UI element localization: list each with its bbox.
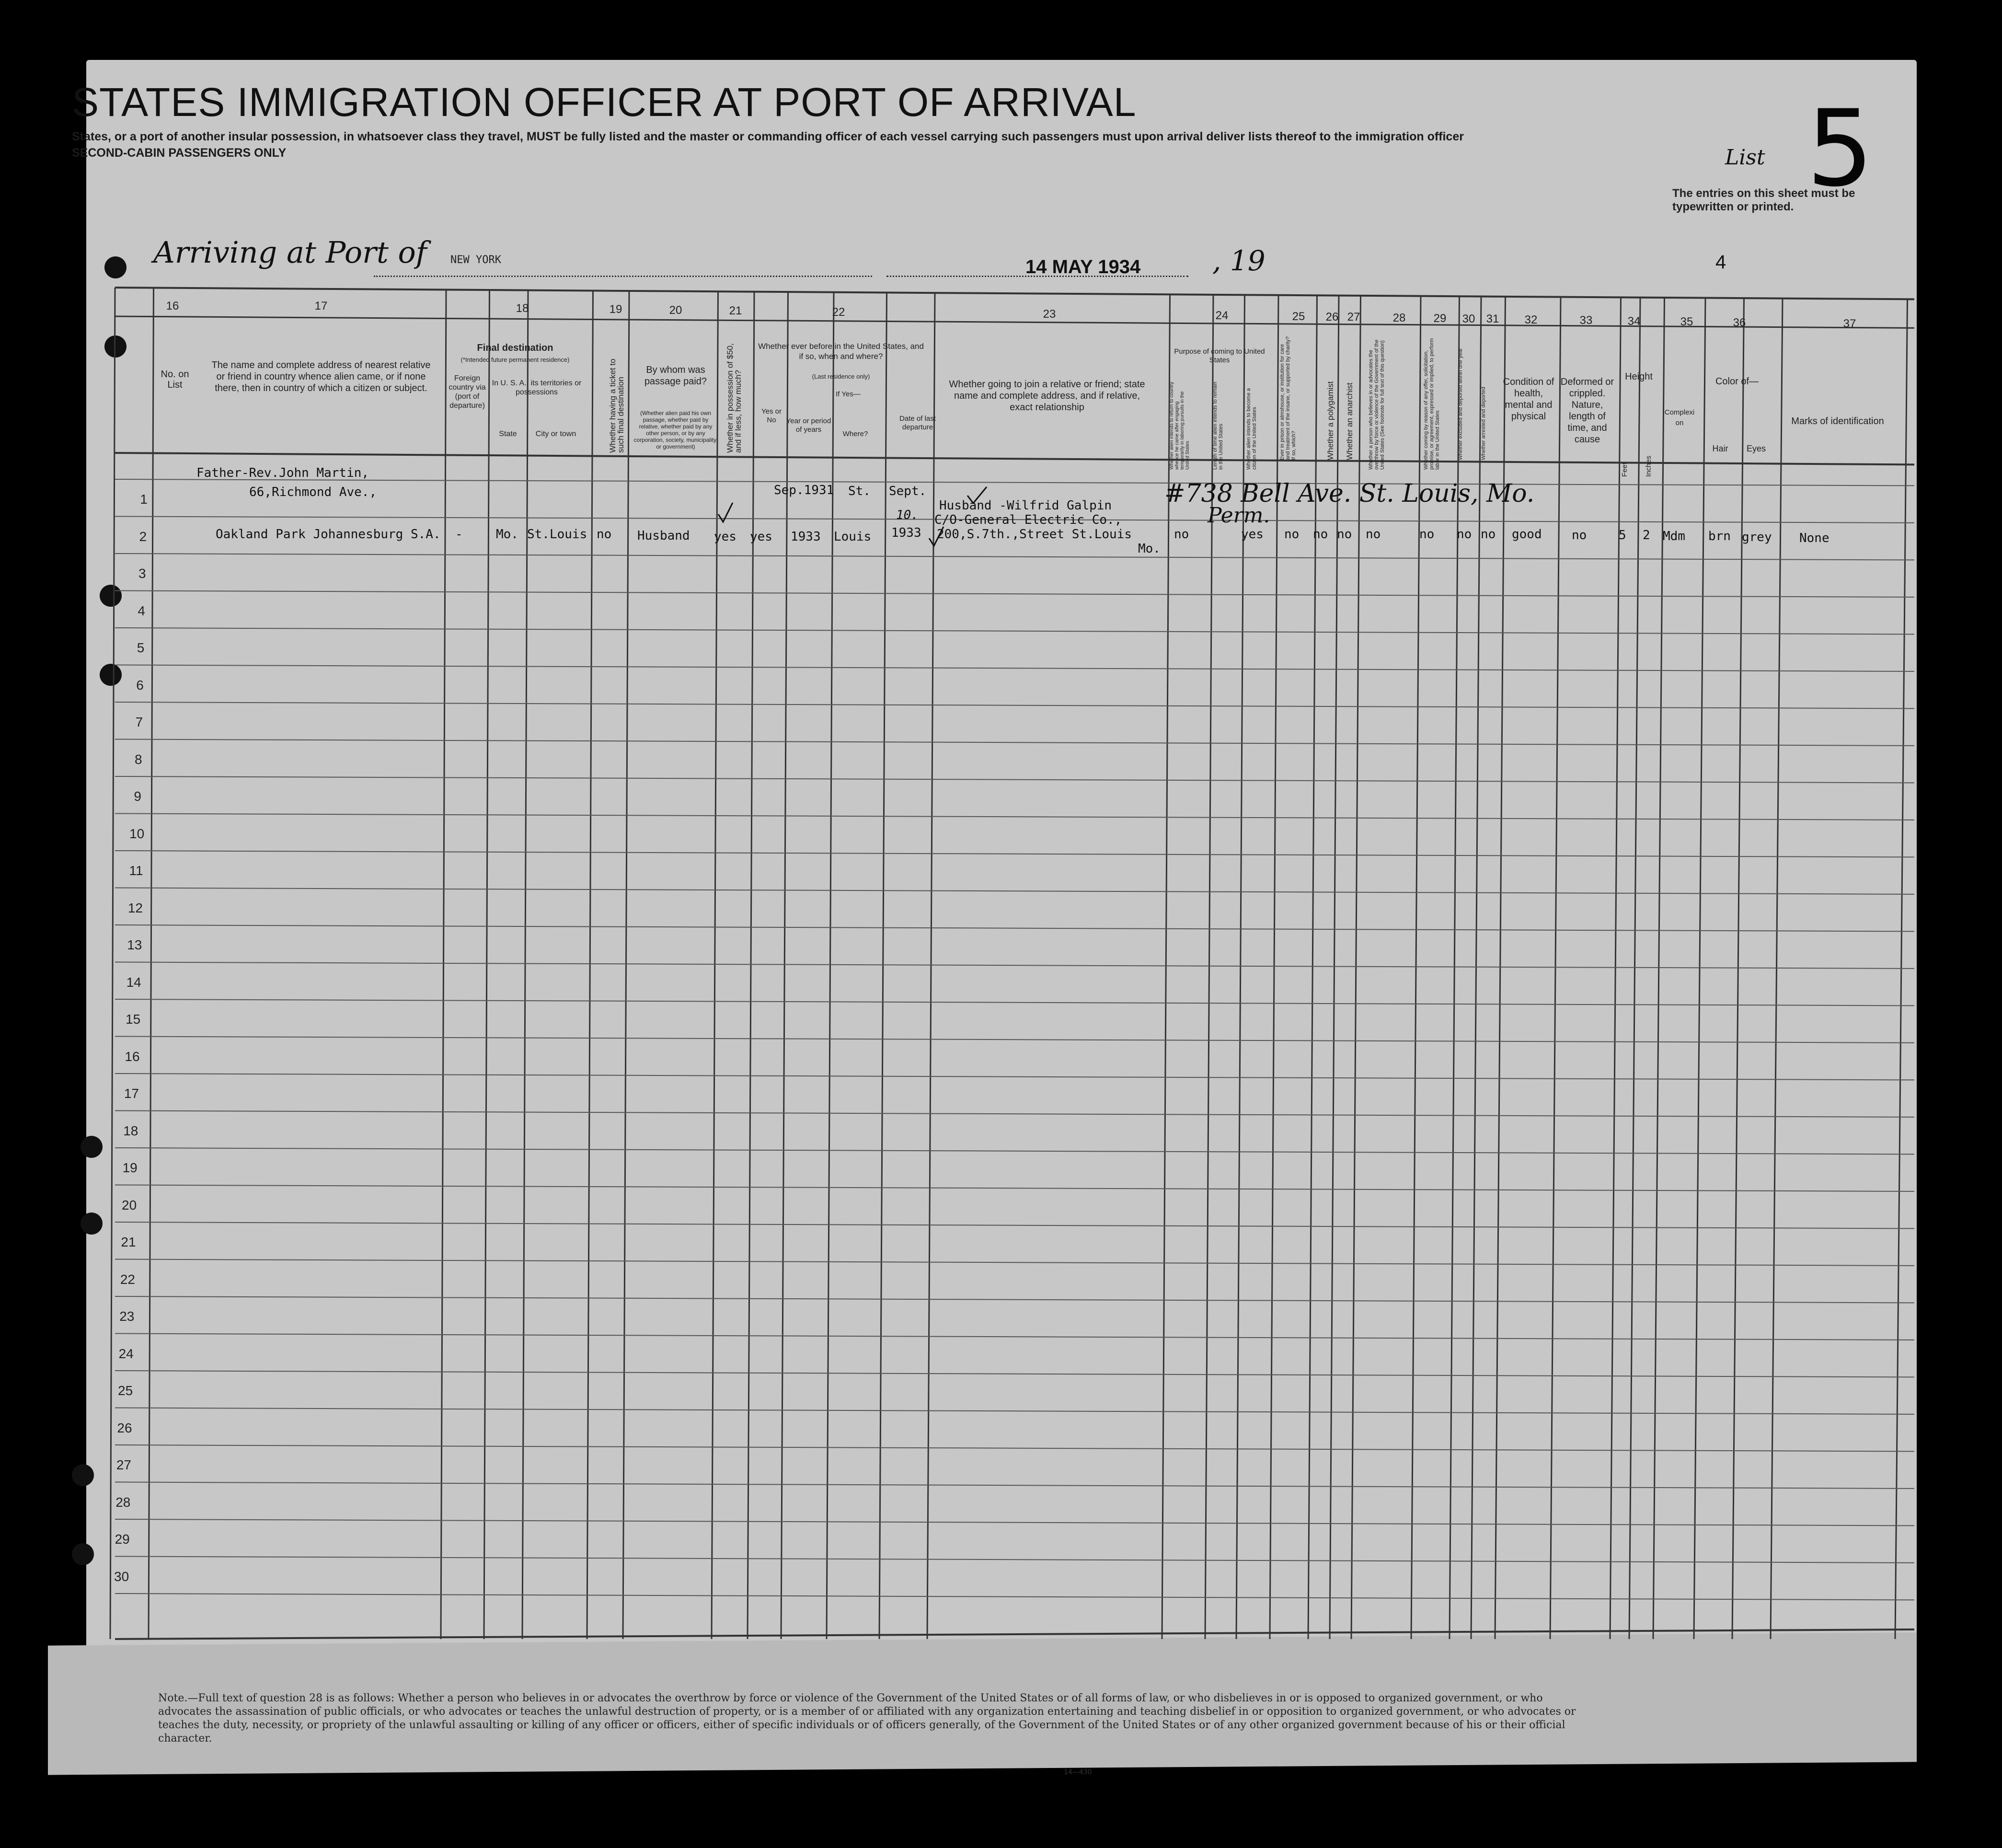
arriving-label: Arriving at Port of (153, 235, 427, 270)
row-number: 4 (138, 603, 145, 618)
row-number: 3 (138, 566, 146, 581)
row-number: 14 (126, 974, 141, 990)
col-36-hair: Hair (1712, 444, 1728, 453)
col-22-date-last: Date of last departure (899, 415, 936, 431)
col-18-label: Final destination (477, 343, 553, 353)
row-line (115, 1557, 1914, 1563)
col-num-33: 33 (1579, 314, 1593, 327)
col-18-foreign: Foreign country via (port of departure) (449, 374, 486, 410)
column-line (927, 293, 935, 1639)
footnote-q28: Note.—Full text of question 28 is as follows: Whether a person who believes in or advocates the overthrow by force or violence of the Government of the United States or of all forms of law, or who disbelieves in or is opposed to organized government, or who advocates the assassination of public officials, or who advocates or teaches the unlawful destruction of property, or is a member of or affiliated with any organization entertaining and teaching disbelief in or opposition to organized government, or who advocates or teaches the duty, necessity, or propriety of the unlawful assaulting or killing of any officer or officers, either of specific individuals or of officers generally, of the Government of the United States or of any other organized government because of his or their official character. (158, 1692, 1576, 1744)
row-line (115, 628, 1914, 634)
join-relative-line: 200,S.7th.,Street St.Louis (937, 527, 1132, 542)
row-number: 15 (126, 1012, 141, 1027)
col-19-label: Whether having a ticket to such final destination (608, 358, 625, 453)
row-number: 27 (116, 1457, 131, 1472)
col-35-label: Complexion (1664, 408, 1695, 427)
list-number: 5 (1806, 87, 1874, 210)
join-relative-line: C/O-General Electric Co., (934, 513, 1122, 527)
col-18-state: State (499, 430, 517, 438)
column-line (1694, 298, 1705, 1639)
check-mark (716, 501, 736, 525)
row-number: 12 (127, 900, 143, 915)
col-num-34: 34 (1627, 315, 1641, 328)
eyes-value: grey (1742, 530, 1772, 544)
dest-city: St.Louis (527, 527, 587, 542)
column-line (1732, 298, 1744, 1639)
col-21-label: Whether in possession of $50, and if less, how much? (725, 343, 743, 453)
row-number: 29 (115, 1532, 130, 1547)
complexion-value: Mdm (1663, 529, 1685, 543)
col-34-inches: Inches (1645, 455, 1653, 477)
column-line (748, 292, 754, 1639)
relative-address-line: Father-Rev.John Martin, (196, 466, 369, 480)
row-line (115, 1259, 1914, 1266)
check-mark (927, 525, 946, 549)
period-bottom: 1933 (791, 530, 821, 544)
dest-state: Mo. (496, 527, 518, 542)
column-line (623, 291, 629, 1639)
column-line (712, 291, 718, 1639)
col-18-city: City or town (535, 430, 576, 438)
col-30-label: Whether excluded and deported within one year (1458, 348, 1463, 460)
subtitle-line: States, or a port of another insular possession, in whatsoever class they travel, MUST be fully listed and the master or commanding officer of each vessel carrying such passengers must upon arrival deliver lists thereof to the immigration officer (72, 130, 1464, 143)
column-line (1653, 298, 1665, 1639)
row-number: 6 (136, 677, 144, 693)
form-number: 14—430 (1064, 1768, 1092, 1776)
col-34-feet: Feet (1621, 462, 1629, 477)
row-number: 8 (135, 751, 142, 767)
row-line (115, 702, 1914, 708)
purpose-24c: yes (1241, 527, 1264, 542)
row-line (115, 1296, 1914, 1303)
row-line (115, 888, 1914, 894)
col-18-sub: (*Intended future permanent residence) (460, 356, 570, 363)
row-line (115, 479, 1914, 485)
height-feet: 5 (1619, 528, 1626, 543)
row-number: 10 (129, 826, 145, 841)
col-22-if-yes: If Yes— (836, 390, 861, 398)
col-17-label: The name and complete address of nearest relative or friend in country whence alien came, or if none there, then in country of which a citizen or subject. (211, 360, 431, 393)
col-num-17: 17 (314, 300, 328, 312)
handwritten-perm: Perm. (1208, 503, 1270, 528)
row-number: 24 (118, 1346, 134, 1361)
relative-address-line: Oakland Park Johannesburg S.A. (216, 527, 441, 542)
deformed-value: no (1572, 528, 1587, 543)
col-num-32: 32 (1524, 313, 1538, 326)
column-line (110, 288, 115, 1639)
col-num-31: 31 (1486, 312, 1499, 325)
row-line (115, 999, 1914, 1005)
row-line (115, 776, 1914, 783)
row-line (115, 1148, 1914, 1154)
table-bottom-border (115, 1629, 1914, 1639)
column-line (149, 288, 154, 1639)
ticket-value: no (597, 527, 612, 542)
row-line (115, 739, 1914, 746)
q30-value: no (1457, 527, 1472, 542)
row-number: 26 (117, 1420, 132, 1435)
row-line (115, 1408, 1914, 1414)
row-line (115, 1371, 1914, 1377)
last-departure-line: 1933 (891, 526, 921, 540)
row-line (115, 962, 1914, 969)
foreign-country-dash: - (455, 527, 463, 542)
row-number: 25 (118, 1383, 133, 1398)
list-label: List (1725, 145, 1765, 170)
q29-value: no (1419, 527, 1435, 542)
row-line (115, 1445, 1914, 1451)
last-departure-line: 10. (896, 508, 919, 522)
col-22-label: Whether ever before in the United States, and if so, when and where? (758, 342, 924, 361)
col-23-label: Whether going to join a relative or friend; state name and complete address, and if relative, exact relationship (949, 379, 1145, 413)
col-num-37: 37 (1843, 317, 1856, 330)
row-number: 13 (127, 937, 142, 952)
row-line (115, 1037, 1914, 1043)
col-num-27: 27 (1347, 311, 1360, 323)
hair-value: brn (1708, 529, 1731, 543)
col-num-28: 28 (1392, 312, 1406, 324)
row-number: 18 (123, 1123, 138, 1138)
col-num-20: 20 (669, 304, 682, 317)
row-line (115, 851, 1914, 857)
health-value: good (1512, 527, 1542, 542)
col-num-22: 22 (832, 306, 845, 319)
port-name: NEW YORK (450, 254, 501, 266)
column-line (1610, 297, 1621, 1639)
column-line (879, 292, 887, 1639)
join-relative-line: Husband -Wilfrid Galpin (939, 498, 1112, 513)
row-number: 11 (129, 863, 143, 878)
col-25-label: Ever in prison or almshouse, or institution for care and treatment of the insane, or supported by charity? If so, which? (1279, 336, 1297, 460)
row-line (115, 1074, 1914, 1080)
list-note: The entries on this sheet must be typewritten or printed. (1672, 187, 1855, 213)
col-18-usa: In U. S. A., its territories or possessions (492, 379, 582, 396)
col-34-label: Height (1625, 371, 1653, 382)
col-num-18: 18 (516, 302, 529, 315)
row-number: 22 (120, 1271, 135, 1287)
q25-value: no (1284, 527, 1300, 542)
col-26-label: Whether a polygamist (1326, 381, 1335, 460)
row-line (115, 1482, 1914, 1489)
row-line (115, 1519, 1914, 1525)
subtitle-line: SECOND-CABIN PASSENGERS ONLY (72, 146, 287, 160)
row-number: 20 (122, 1197, 137, 1213)
row-line (115, 925, 1914, 931)
row-number: 16 (125, 1049, 140, 1064)
period-top: Sep.1931 (774, 483, 834, 497)
col-20-sub: (Whether alien paid his own passage, whether paid by relative, whether paid by any other person, or by any corporation, society, municipality, or government) (633, 410, 718, 450)
row-number: 28 (115, 1494, 131, 1510)
paid-by-value: Husband (637, 529, 690, 543)
row-line (115, 1222, 1914, 1228)
col-37-label: Marks of identification (1791, 416, 1884, 427)
col-27-label: Whether an anarchist (1345, 382, 1354, 460)
row-number: 30 (114, 1569, 129, 1584)
col-29-label: Whether coming by reason of any offer, solicitation, promise, or agreement, expressed or implied, to perform labor in the United States (1423, 338, 1440, 470)
q31-value: no (1481, 527, 1496, 542)
col-20-label: By whom was passage paid? (644, 365, 707, 387)
date-stamp: 14 MAY 1934 (1025, 256, 1141, 277)
row-line (115, 665, 1914, 671)
column-line (484, 290, 490, 1639)
col-24-label: Purpose of coming to United States (1174, 347, 1265, 364)
col-32-label: Condition of health, mental and physical (1503, 377, 1554, 422)
column-line (1771, 299, 1783, 1639)
row-number: 19 (122, 1160, 138, 1175)
q27-value: no (1337, 527, 1352, 542)
q28-value: no (1366, 527, 1381, 542)
col-22-where: Where? (842, 430, 868, 438)
row-number: 2 (139, 529, 147, 544)
col-num-21: 21 (729, 304, 742, 317)
col-22-sub: (Last residence only) (812, 373, 870, 380)
join-relative-line: Mo. (1138, 542, 1161, 556)
row-number: 7 (135, 715, 143, 729)
col-num-19: 19 (609, 303, 622, 316)
col-num-26: 26 (1325, 311, 1339, 323)
col-num-35: 35 (1680, 315, 1693, 328)
col-31-label: Whether arrested and deported (1481, 387, 1486, 460)
col-28-label: Whether a person who believes in or advocates the overthrow by force or violence of the Government of the United States (See footnote for full text of this question) (1368, 339, 1385, 470)
col-num-23: 23 (1043, 308, 1056, 321)
row-line (115, 814, 1914, 820)
fifty-dollars-value: yes (714, 530, 736, 544)
row-number: 5 (137, 640, 145, 655)
row-number: 23 (119, 1309, 135, 1324)
purpose-24a: no (1174, 527, 1189, 542)
where-top: St. (848, 484, 871, 498)
where-bottom: Louis (834, 530, 872, 544)
column-line (587, 290, 593, 1639)
col-num-24: 24 (1215, 309, 1229, 322)
year-prefix: , 19 (1212, 244, 1266, 277)
col-33-label: Deformed or crippled. Nature, length of time, and cause (1560, 377, 1614, 445)
col-24-c: Whether alien intends to become a citizen of the United States (1246, 388, 1257, 470)
col-num-25: 25 (1292, 310, 1305, 323)
row-number: 1 (140, 492, 148, 507)
column-line (1550, 297, 1561, 1639)
col-22-yes-no: Yes or No (761, 407, 782, 424)
check-mark (966, 484, 989, 508)
form-title: STATES IMMIGRATION OFFICER AT PORT OF ARRIVAL (72, 80, 1137, 125)
row-line (115, 1334, 1914, 1340)
col-16-label: No. on List (161, 369, 189, 390)
column-line (1895, 299, 1908, 1639)
page-number: 4 (1715, 252, 1726, 273)
col-num-36: 36 (1733, 316, 1746, 329)
row-line (115, 591, 1914, 597)
height-inches: 2 (1643, 528, 1650, 543)
col-36-eyes: Eyes (1746, 444, 1766, 453)
last-departure-line: Sept. (889, 484, 927, 498)
relative-address-line: 66,Richmond Ave., (249, 485, 377, 499)
row-number: 9 (134, 789, 141, 804)
before-in-us-value: yes (750, 530, 772, 544)
col-24-a: Whether alien intends to return to country whence he came after engaging temporarily in laboring pursuits in the United States (1169, 381, 1190, 470)
column-line (522, 290, 528, 1639)
column-line (441, 289, 446, 1639)
col-num-29: 29 (1433, 312, 1447, 325)
table-top-border (115, 288, 1914, 299)
row-number: 17 (124, 1086, 139, 1101)
col-22-year: Year or period of years (786, 417, 831, 434)
column-line (1629, 298, 1640, 1639)
q26-value: no (1313, 527, 1328, 542)
col-24-b: Length of time alien intends to remain in the United States (1212, 381, 1224, 470)
col-num-30: 30 (1462, 312, 1475, 325)
col-36-label: Color of— (1715, 376, 1759, 387)
handwritten-address: #738 Bell Ave. St. Louis, Mo. (1164, 479, 1535, 508)
marks-value: None (1799, 531, 1829, 545)
row-line (115, 554, 1914, 560)
row-line (115, 1594, 1914, 1600)
row-number: 21 (121, 1235, 136, 1249)
row-line (115, 1185, 1914, 1191)
row-line (115, 1111, 1914, 1117)
col-num-16: 16 (166, 300, 179, 312)
